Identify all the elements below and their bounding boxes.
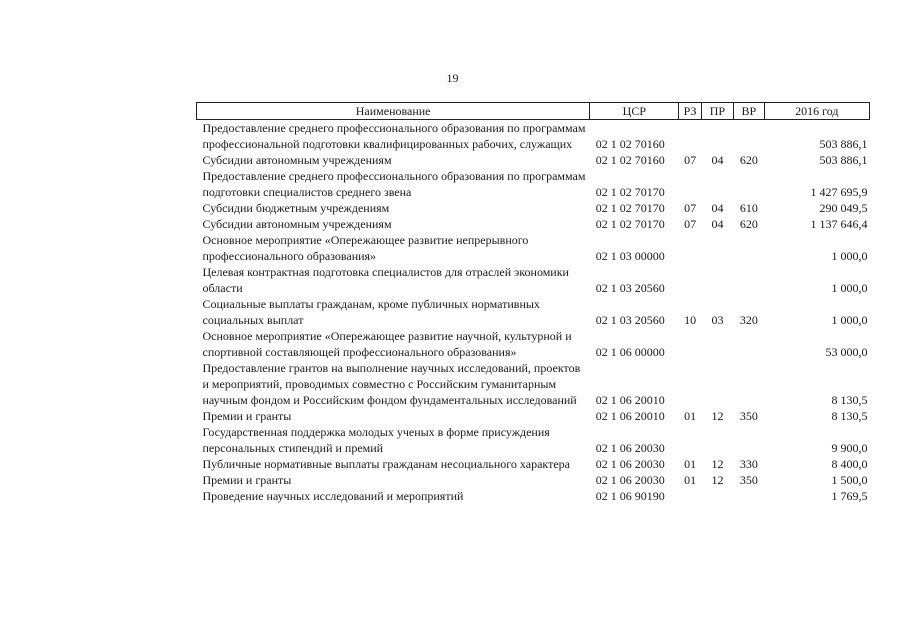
row-pr: 03: [711, 313, 724, 327]
header-year: 2016 год: [764, 103, 869, 120]
table-row: [197, 424, 870, 456]
table-row: [197, 264, 870, 296]
table-row: [197, 152, 870, 168]
row-rz: 07: [684, 201, 697, 215]
row-vr: 620: [739, 153, 758, 167]
budget-table: [196, 102, 870, 504]
row-amount: 8 130,5: [831, 409, 868, 423]
row-vr: [734, 360, 764, 408]
row-vr: 350: [739, 473, 758, 487]
row-amount: 1 500,0: [831, 473, 868, 487]
row-rz: [679, 328, 701, 360]
table-row: [197, 360, 870, 408]
row-pr: [701, 264, 733, 296]
row-pr: 04: [711, 153, 724, 167]
row-amount: 1 000,0: [831, 313, 868, 327]
row-rz: [679, 360, 701, 408]
row-csr: 02 1 06 20030: [595, 473, 665, 487]
table-row: [197, 296, 870, 328]
row-rz: [679, 424, 701, 456]
table-row: [197, 232, 870, 264]
row-rz: [679, 168, 701, 200]
row-csr: 02 1 02 70170: [595, 217, 665, 231]
row-vr: [734, 328, 764, 360]
table-row: [197, 408, 870, 424]
row-vr: 350: [739, 409, 758, 423]
row-csr: 02 1 06 20030: [595, 457, 665, 471]
row-name: Премии и гранты: [202, 473, 292, 487]
row-rz: 01: [684, 457, 697, 471]
row-vr: [734, 424, 764, 456]
row-name: Субсидии автономным учреждениям: [202, 153, 392, 167]
row-pr: 12: [711, 409, 724, 423]
row-rz: 01: [684, 409, 697, 423]
row-pr: [701, 360, 733, 408]
row-amount: 53 000,0: [825, 345, 868, 359]
header-rz: РЗ: [679, 103, 701, 120]
row-name: Проведение научных исследований и мероприятий: [202, 489, 464, 503]
row-pr: 04: [711, 217, 724, 231]
row-vr: 610: [739, 201, 758, 215]
row-amount: 8 130,5: [831, 393, 868, 407]
row-name: Государственная поддержка молодых ученых в форме присуждения персональных стипендий и премий: [202, 425, 550, 455]
row-name: Премии и гранты: [202, 409, 292, 423]
row-vr: [734, 120, 764, 153]
row-amount: 1 769,5: [831, 489, 868, 503]
row-vr: [734, 488, 764, 504]
row-rz: 07: [684, 153, 697, 167]
row-name: Целевая контрактная подготовка специалистов для отраслей экономики области: [202, 265, 569, 295]
row-name: Предоставление среднего профессионального образования по программам профессиональной подготовки квалифицированных рабочих, служащих: [202, 121, 586, 151]
row-amount: 1 000,0: [831, 281, 868, 295]
row-rz: 07: [684, 217, 697, 231]
header-vr: ВР: [734, 103, 764, 120]
row-csr: 02 1 03 20560: [595, 313, 665, 327]
row-csr: 02 1 03 20560: [595, 281, 665, 295]
row-pr: [701, 488, 733, 504]
row-amount: 8 400,0: [831, 457, 868, 471]
row-csr: 02 1 02 70170: [595, 201, 665, 215]
row-csr: 02 1 02 70160: [595, 153, 665, 167]
row-pr: [701, 232, 733, 264]
row-csr: 02 1 06 90190: [595, 489, 665, 503]
header-pr: ПР: [701, 103, 733, 120]
row-amount: 1 137 646,4: [810, 217, 868, 231]
row-vr: [734, 264, 764, 296]
row-amount: 290 049,5: [819, 201, 868, 215]
row-rz: 10: [684, 313, 697, 327]
row-vr: [734, 168, 764, 200]
table-header-row: [197, 103, 870, 120]
row-amount: 1 000,0: [831, 249, 868, 263]
row-amount: 9 900,0: [831, 441, 868, 455]
row-name: Предоставление грантов на выполнение научных исследований, проектов и мероприятий, проводимых совместно с Российским гуманитарным научным фондом и Российским фондом фундаментальных исследований: [202, 361, 581, 407]
row-csr: 02 1 02 70170: [595, 185, 665, 199]
table-row: [197, 216, 870, 232]
table-row: [197, 456, 870, 472]
row-pr: 12: [711, 473, 724, 487]
row-name: Основное мероприятие «Опережающее развитие научной, культурной и спортивной составляющей профессионального образования»: [202, 329, 572, 359]
row-name: Предоставление среднего профессионального образования по программам подготовки специалистов среднего звена: [202, 169, 586, 199]
row-vr: [734, 232, 764, 264]
header-name: Наименование: [197, 103, 590, 120]
row-rz: [679, 488, 701, 504]
row-pr: 04: [711, 201, 724, 215]
table-row: [197, 120, 870, 153]
table-row: [197, 168, 870, 200]
row-amount: 503 886,1: [819, 137, 868, 151]
row-name: Субсидии автономным учреждениям: [202, 217, 392, 231]
row-csr: 02 1 06 20010: [595, 393, 665, 407]
row-rz: [679, 120, 701, 153]
row-rz: 01: [684, 473, 697, 487]
row-pr: [701, 328, 733, 360]
row-csr: 02 1 03 00000: [595, 249, 665, 263]
table-row: [197, 472, 870, 488]
row-pr: [701, 424, 733, 456]
table-row: [197, 200, 870, 216]
table-row: [197, 488, 870, 504]
header-csr: ЦСР: [590, 103, 679, 120]
row-csr: 02 1 06 20030: [595, 441, 665, 455]
row-rz: [679, 264, 701, 296]
row-name: Основное мероприятие «Опережающее развитие непрерывного профессионального образования»: [202, 233, 529, 263]
row-pr: [701, 168, 733, 200]
row-name: Субсидии бюджетным учреждениям: [202, 201, 390, 215]
row-name: Социальные выплаты гражданам, кроме публичных нормативных социальных выплат: [202, 297, 540, 327]
row-csr: 02 1 06 00000: [595, 345, 665, 359]
row-vr: 320: [739, 313, 758, 327]
row-pr: [701, 120, 733, 153]
row-csr: 02 1 06 20010: [595, 409, 665, 423]
row-amount: 503 886,1: [819, 153, 868, 167]
table-row: [197, 328, 870, 360]
page-number: 19: [446, 71, 459, 85]
row-rz: [679, 232, 701, 264]
row-name: Публичные нормативные выплаты гражданам несоциального характера: [202, 457, 570, 471]
row-amount: 1 427 695,9: [810, 185, 868, 199]
row-pr: 12: [711, 457, 724, 471]
row-vr: 330: [739, 457, 758, 471]
row-csr: 02 1 02 70160: [595, 137, 665, 151]
row-vr: 620: [739, 217, 758, 231]
